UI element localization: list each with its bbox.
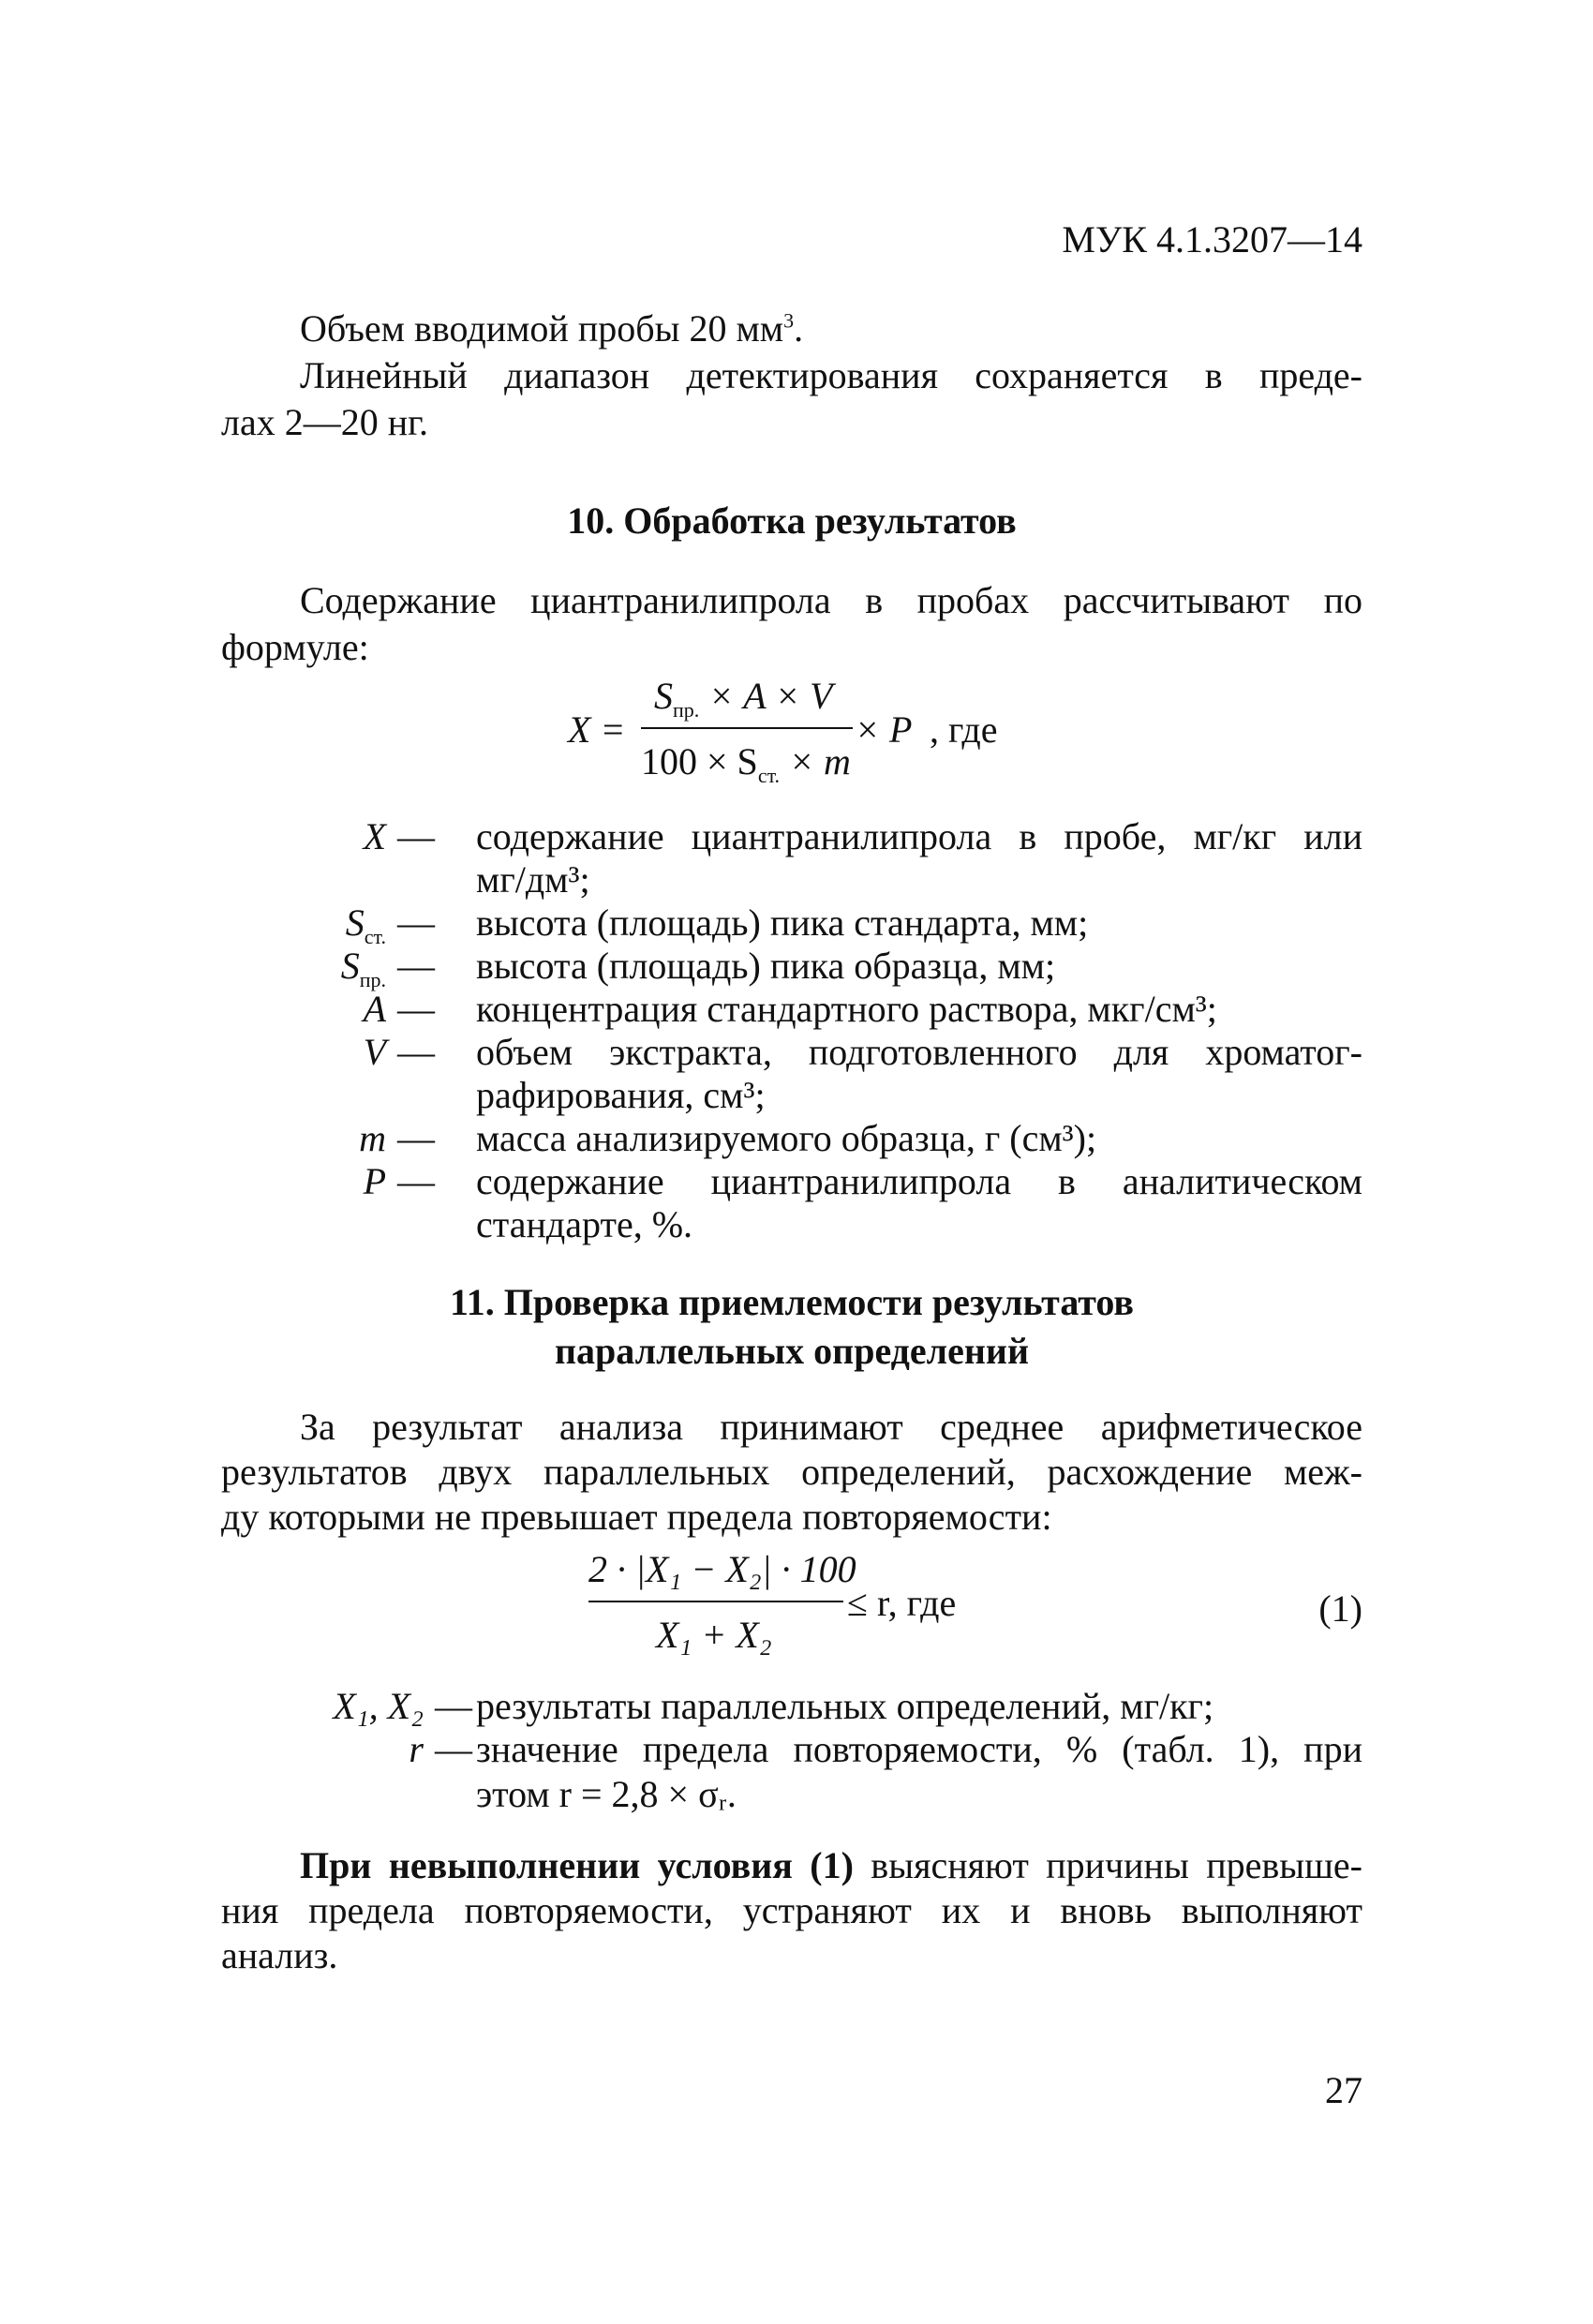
def-dash: — xyxy=(435,1685,472,1727)
def-text-x1-x2: результаты параллельных определений, мг/кг; xyxy=(476,1685,1214,1727)
formula-1-number: (1) xyxy=(1318,1587,1362,1630)
intro-line-1-end: . xyxy=(794,307,804,350)
def-symbol-s-st: $S_{ст.}$ xyxy=(345,901,386,948)
section-10-para-line-2: формуле: xyxy=(221,626,369,668)
section-11-para-line-1: За результат анализа принимают среднее арифметическое xyxy=(300,1406,1362,1448)
def-symbol-m: m xyxy=(359,1117,386,1159)
def-cont-p: стандарте, %. xyxy=(476,1203,693,1245)
final-para-line-1-rest: выясняют причины превыше- xyxy=(853,1844,1362,1886)
def-dash: — xyxy=(397,1160,435,1202)
formula-1-denominator: X₁ + X₂ xyxy=(656,1614,772,1656)
formula-numerator-rest: × A × V xyxy=(699,675,833,717)
section-11-title-line-2: параллельных определений xyxy=(555,1330,1029,1372)
formula-numerator-sub: пр. xyxy=(673,698,700,722)
def-dash: — xyxy=(397,1031,435,1073)
def-dash: — xyxy=(435,1728,472,1770)
final-para-line-3: анализ. xyxy=(221,1934,338,1976)
formula-1-tail: ≤ r, где xyxy=(847,1582,957,1624)
def-symbol-x: X xyxy=(363,815,386,857)
def-dash: — xyxy=(397,815,435,857)
formula-denominator xyxy=(641,737,851,787)
formula-denominator-main: 100 × S xyxy=(641,740,758,782)
formula-1-fraction-bar xyxy=(588,1601,843,1602)
intro-line-3: лах 2—20 нг. xyxy=(221,401,429,443)
def-text-s-st: высота (площадь) пика стандарта, мм; xyxy=(476,901,1089,944)
def-dash: — xyxy=(397,1117,435,1159)
formula-tail: × P xyxy=(855,708,913,751)
def-symbol-s-pr: $S_{пр.}$ xyxy=(340,945,386,991)
def-cont-x: мг/дм³; xyxy=(476,858,590,901)
def-symbol-a: A xyxy=(363,988,386,1030)
def-text-x: содержание циантранилипрола в пробе, мг/кг или xyxy=(476,815,1362,857)
section-11-heading xyxy=(221,1278,1362,1376)
section-10-para-line-1: Содержание циантранилипрола в пробах рассчитывают по xyxy=(300,579,1362,621)
def-symbol-v: V xyxy=(363,1031,386,1073)
final-para-bold: При невыполнении условия (1) xyxy=(300,1844,854,1886)
formula-lhs: X = xyxy=(568,708,626,751)
intro-line-1-sup: 3 xyxy=(783,308,795,333)
final-para-line-1 xyxy=(300,1840,1362,1891)
def-text-p: содержание циантранилипрола в аналитическом xyxy=(476,1160,1362,1202)
formula-denominator-sub: ст. xyxy=(757,764,781,787)
intro-line-1 xyxy=(300,304,803,354)
def-text-m: масса анализируемого образца, г (см³); xyxy=(476,1117,1097,1159)
section-10-heading xyxy=(221,497,1362,545)
def-text-a: концентрация стандартного раствора, мкг/см³; xyxy=(476,988,1217,1030)
intro-line-1-text: Объем вводимой пробы 20 мм xyxy=(300,307,784,350)
def-text-s-pr: высота (площадь) пика образца, мм; xyxy=(476,945,1056,987)
formula-numerator-s: S xyxy=(654,675,673,717)
def-text-v: объем экстракта, подготовленного для хроматог- xyxy=(476,1031,1362,1073)
def-symbol-x1-x2: X₁, X₂ xyxy=(333,1685,424,1727)
def-cont-r: этом r = 2,8 × σᵣ. xyxy=(476,1773,737,1815)
final-para-line-2: ния предела повторяемости, устраняют их и вновь выполняют xyxy=(221,1889,1362,1931)
section-10-title: 10. Обработка результатов xyxy=(567,499,1017,542)
def-text-r: значение предела повторяемости, % (табл. 1), при xyxy=(476,1728,1362,1770)
formula-numerator xyxy=(654,671,832,722)
formula-1-numerator: 2 · |X₁ − X₂| · 100 xyxy=(588,1548,856,1590)
section-11-para-line-3: ду которыми не превышает предела повторяемости: xyxy=(221,1496,1052,1538)
def-dash: — xyxy=(397,901,435,944)
def-cont-v: рафирования, см³; xyxy=(476,1074,766,1116)
def-symbol-r: r xyxy=(409,1728,424,1770)
def-symbol-p: P xyxy=(363,1160,386,1202)
formula-where: , где xyxy=(930,708,998,751)
formula-denominator-rest: × m xyxy=(780,740,851,782)
page-number: 27 xyxy=(1325,2069,1362,2111)
intro-line-2: Линейный диапазон детектирования сохраняется в преде- xyxy=(300,354,1362,396)
section-11-para-line-2: результатов двух параллельных определений, расхождение меж- xyxy=(221,1451,1362,1493)
section-11-title-line-1: 11. Проверка приемлемости результатов xyxy=(449,1281,1135,1323)
document-code: МУК 4.1.3207—14 xyxy=(1062,218,1362,261)
formula-fraction-bar xyxy=(641,727,853,729)
def-dash: — xyxy=(397,988,435,1030)
def-dash: — xyxy=(397,945,435,987)
